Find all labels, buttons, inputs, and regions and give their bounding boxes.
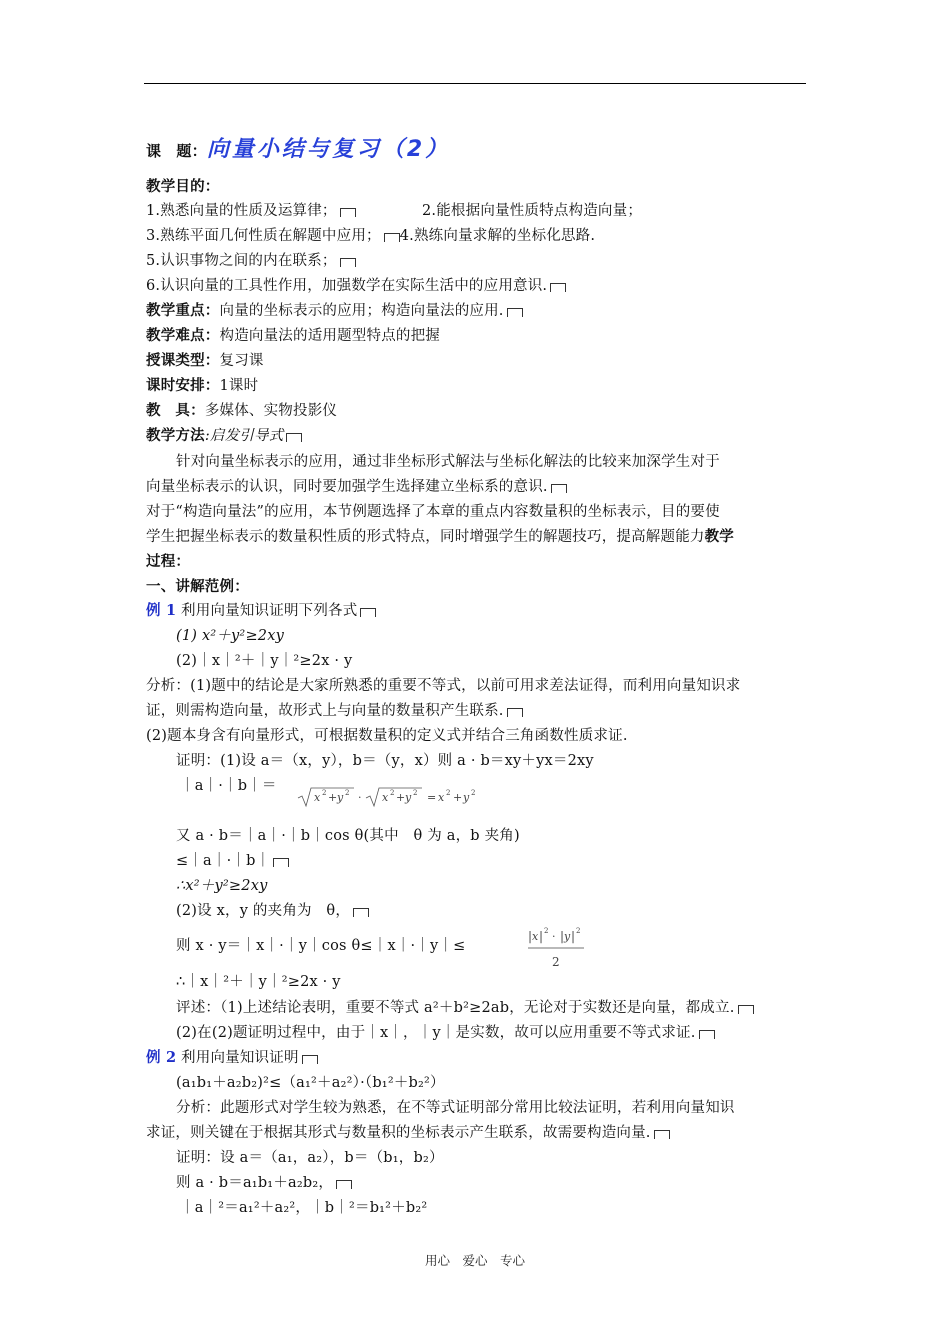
paragraph-mark-icon	[302, 1055, 318, 1064]
method-text: :启发引导式	[204, 428, 284, 444]
example1-proof5: ∴x²＋y²≥2xy	[176, 878, 268, 894]
example2-proof1: 证明：设 a＝（a₁，a₂），b＝（b₁，b₂）	[176, 1150, 444, 1166]
svg-text:y: y	[405, 791, 412, 804]
svg-text:y: y	[564, 930, 571, 943]
paragraph-mark-icon	[507, 708, 523, 717]
example2-text: 利用向量知识证明	[176, 1050, 299, 1066]
header-rule	[144, 83, 806, 84]
svg-text:+: +	[328, 791, 338, 804]
svg-text:2: 2	[576, 927, 581, 935]
example1-analysis-line2-text: 证，则需构造向量，故形式上与向量的数量积产生联系.	[146, 703, 504, 719]
paragraph-mark-icon	[550, 283, 566, 292]
example1-q2: (2)｜x｜²＋｜y｜²≥2x · y	[176, 653, 353, 669]
sqrt-product-formula	[296, 784, 496, 810]
type-text: 复习课	[219, 353, 264, 369]
objective-3-text: 3.熟练平面几何性质在解题中应用；	[146, 228, 381, 244]
paragraph-mark-icon	[286, 433, 302, 442]
intro-p1-line2	[146, 477, 567, 497]
example1-label: 例 1	[146, 602, 177, 619]
svg-text:y: y	[337, 791, 344, 804]
objective-3	[146, 226, 595, 246]
svg-text:2: 2	[322, 789, 327, 797]
example2-analysis-line1: 分析：此题形式对学生较为熟悉，在不等式证明部分常用比较法证明，若利用向量知识	[176, 1100, 735, 1116]
svg-text:=: =	[427, 791, 437, 804]
svg-text:2: 2	[345, 789, 350, 797]
section-heading: 一、讲解范例：	[146, 578, 249, 595]
paragraph-mark-icon	[353, 908, 369, 917]
example2-heading	[146, 1048, 318, 1068]
example1-comment2-text: (2)在(2)题证明过程中，由于｜x｜，｜y｜是实数，故可以应用重要不等式求证.	[176, 1025, 696, 1041]
svg-text:x: x	[532, 930, 539, 943]
objective-6	[146, 276, 566, 296]
example2-analysis-line2-text: 求证，则关键在于根据其形式与数量积的坐标表示产生联系，故需要构造向量.	[146, 1125, 651, 1141]
example1-text: 利用向量知识证明下列各式	[176, 603, 358, 619]
svg-text:|: |	[571, 929, 576, 943]
objective-5-text: 5.认识事物之间的内在联系；	[146, 253, 337, 269]
objective-1-text: 1.熟悉向量的性质及运算律；	[146, 203, 337, 219]
paragraph-mark-icon	[384, 233, 400, 242]
example1-proof8: ∴｜x｜²＋｜y｜²≥2x · y	[176, 974, 341, 990]
svg-text:2: 2	[413, 789, 418, 797]
tools-text: 多媒体、实物投影仪	[204, 403, 338, 419]
key-text: 向量的坐标表示的应用；构造向量法的应用.	[219, 303, 504, 319]
svg-text:x: x	[314, 791, 321, 804]
method-label: 教学方法	[146, 427, 205, 444]
example2-analysis-line2	[146, 1123, 670, 1143]
title-label: 课 题：	[146, 142, 207, 160]
example1-comment1	[176, 998, 754, 1018]
objectives-heading: 教学目的：	[146, 178, 220, 195]
page-footer: 用心 爱心 专心	[424, 1253, 525, 1268]
paragraph-mark-icon	[273, 858, 289, 867]
intro-p2-bold: 教学	[704, 528, 735, 545]
svg-text:+: +	[453, 791, 463, 804]
svg-text:2: 2	[552, 955, 560, 969]
svg-text:x: x	[382, 791, 389, 804]
svg-text:2: 2	[446, 789, 451, 797]
intro-p1-line2-text: 向量坐标表示的认识，同时要加强学生选择建立坐标系的意识.	[146, 479, 548, 495]
paragraph-mark-icon	[551, 484, 567, 493]
time-label: 课时安排：	[146, 377, 220, 394]
svg-text:|: |	[528, 929, 533, 943]
example1-proof1: 证明：(1)设 a＝（x，y），b＝（y，x）则 a · b＝xy＋yx＝2xy	[176, 753, 594, 769]
title-text: 向量小结与复习（2）	[206, 137, 451, 162]
half-sum-fraction	[526, 924, 588, 972]
time-text: 1课时	[219, 378, 259, 394]
type-label: 授课类型：	[146, 352, 220, 369]
svg-text:2: 2	[390, 789, 395, 797]
paragraph-mark-icon	[340, 258, 356, 267]
svg-text:|: |	[560, 929, 565, 943]
example2-proof2-text: 则 a · b＝a₁b₁＋a₂b₂，	[176, 1175, 334, 1191]
diff-text: 构造向量法的适用题型特点的把握	[219, 328, 440, 344]
teaching-tools	[146, 401, 337, 421]
paragraph-mark-icon	[360, 608, 376, 617]
example1-q1: (1) x²＋y²≥2xy	[176, 628, 284, 644]
svg-text:x: x	[438, 791, 445, 804]
diff-label: 教学难点：	[146, 327, 220, 344]
example1-heading	[146, 601, 376, 621]
example1-proof4	[176, 851, 289, 871]
svg-text:2: 2	[471, 789, 476, 797]
example1-proof6-text: (2)设 x，y 的夹角为 θ，	[176, 903, 351, 919]
difficult-point	[146, 326, 440, 346]
intro-p2-line2	[146, 527, 734, 547]
paragraph-mark-icon	[336, 1180, 352, 1189]
lesson-time	[146, 376, 258, 396]
objective-1	[146, 201, 356, 221]
paragraph-mark-icon	[738, 1005, 754, 1014]
example1-proof6	[176, 901, 369, 921]
example2-proof3: ｜a｜²＝a₁²＋a₂²，｜b｜²＝b₁²＋b₂²	[180, 1200, 428, 1216]
svg-text:2: 2	[544, 927, 549, 935]
paragraph-mark-icon	[340, 208, 356, 217]
svg-text:+: +	[396, 791, 406, 804]
example1-comment2	[176, 1023, 715, 1043]
svg-text:·: ·	[358, 791, 362, 804]
objective-5	[146, 251, 356, 271]
example1-proof2-left: ｜a｜·｜b｜＝	[180, 778, 277, 794]
example1-comment1-text: 评述：（1)上述结论表明，重要不等式 a²＋b²≥2ab，无论对于实数还是向量，都成立.	[176, 1000, 735, 1016]
lesson-type	[146, 351, 264, 371]
example1-proof4-text: ≤｜a｜·｜b｜	[176, 853, 271, 869]
paragraph-mark-icon	[507, 308, 523, 317]
svg-text:|: |	[539, 929, 544, 943]
teaching-method	[146, 426, 302, 446]
lesson-title	[146, 137, 451, 162]
objective-2: 2.能根据向量性质特点构造向量；	[422, 203, 643, 219]
example1-analysis-line1: 分析：(1)题中的结论是大家所熟悉的重要不等式，以前可用求差法证得，而利用向量知识求	[146, 678, 741, 694]
paragraph-mark-icon	[699, 1030, 715, 1039]
example2-proof2	[176, 1173, 352, 1193]
intro-p1-line1: 针对向量坐标表示的应用，通过非坐标形式解法与坐标化解法的比较来加深学生对于	[176, 454, 720, 470]
svg-text:y: y	[463, 791, 470, 804]
tools-label: 教 具：	[146, 402, 205, 419]
svg-text:·: ·	[552, 930, 556, 943]
example1-proof7: 则 x · y＝｜x｜·｜y｜cos θ≤｜x｜·｜y｜≤	[176, 938, 466, 954]
example1-analysis2: (2)题本身含有向量形式，可根据数量积的定义式并结合三角函数性质求证.	[146, 728, 628, 744]
objective-4-text: 4.熟练向量求解的坐标化思路.	[399, 228, 596, 244]
key-point	[146, 301, 523, 321]
objective-6-text: 6.认识向量的工具性作用，加强数学在实际生活中的应用意识.	[146, 278, 548, 294]
intro-p2-line1: 对于“构造向量法”的应用，本节例题选择了本章的重点内容数量积的坐标表示，目的要使	[146, 504, 720, 520]
example2-formula: (a₁b₁＋a₂b₂)²≤（a₁²＋a₂²）·（b₁²＋b₂²）	[176, 1075, 445, 1091]
intro-p2-line3: 过程：	[146, 553, 191, 570]
intro-p2-line2-text: 学生把握坐标表示的数量积性质的形式特点，同时增强学生的解题技巧，提高解题能力	[146, 529, 705, 545]
paragraph-mark-icon	[654, 1130, 670, 1139]
example1-analysis-line2	[146, 701, 523, 721]
key-label: 教学重点：	[146, 302, 220, 319]
example2-label: 例 2	[146, 1049, 177, 1066]
example1-proof3: 又 a · b＝｜a｜·｜b｜cos θ(其中 θ 为 a，b 夹角)	[176, 828, 520, 844]
